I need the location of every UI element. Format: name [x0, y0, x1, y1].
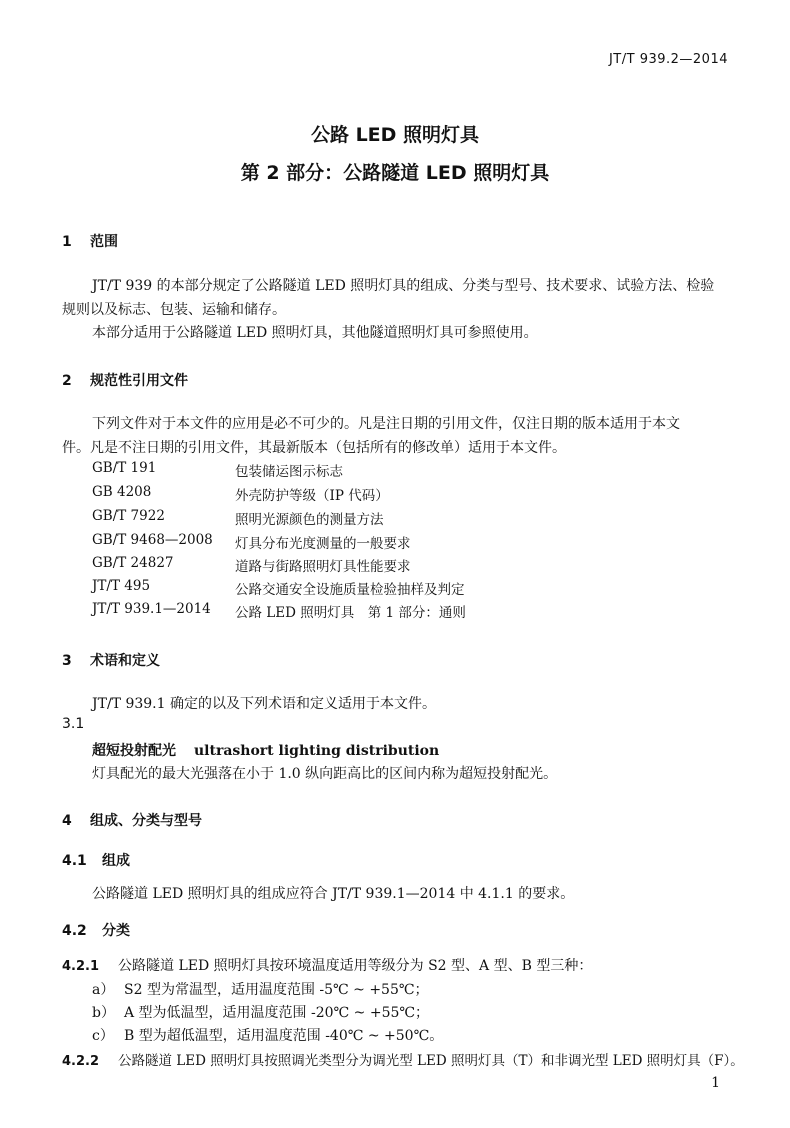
- paragraph: JT/T 939 的本部分规定了公路隧道 LED 照明灯具的组成、分类与型号、技术要求、试验方法、检验: [92, 278, 715, 294]
- paragraph: 下列文件对于本文件的应用是必不可少的。凡是注日期的引用文件，仅注日期的版本适用于本文: [92, 416, 680, 432]
- term-english: ultrashort lighting distribution: [194, 743, 440, 759]
- standard-number: JT/T 939.2—2014: [608, 52, 728, 67]
- list-marker: c）: [92, 1028, 114, 1044]
- clause-number: 4.2.1: [62, 959, 100, 974]
- page-number: 1: [711, 1075, 720, 1091]
- section-title: 范围: [90, 234, 118, 250]
- list-text: A 型为低温型，适用温度范围 -20℃ ~ +55℃；: [124, 1005, 430, 1021]
- reference-title: 公路 LED 照明灯具 第 1 部分：通则: [235, 605, 466, 621]
- section-title: 术语和定义: [90, 653, 160, 669]
- paragraph: JT/T 939.1 确定的以及下列术语和定义适用于本文件。: [92, 696, 436, 712]
- term-chinese: 超短投射配光: [92, 743, 176, 759]
- section-number: 1: [62, 234, 72, 250]
- subsection-number: 4.1: [62, 853, 87, 869]
- section-number: 4: [62, 813, 72, 829]
- subsection-heading-classification: [62, 920, 130, 940]
- reference-code: GB/T 7922: [92, 508, 165, 524]
- section-title: 组成、分类与型号: [90, 813, 202, 829]
- term-heading: [92, 740, 439, 760]
- reference-code: GB/T 191: [92, 460, 157, 476]
- list-text: S2 型为常温型，适用温度范围 -5℃ ~ +55℃；: [124, 982, 429, 998]
- section-heading-scope: [62, 231, 118, 251]
- subsection-title: 分类: [102, 923, 130, 939]
- subsection-number: 4.2: [62, 923, 87, 939]
- term-number: 3.1: [62, 716, 85, 732]
- list-marker: b）: [92, 1005, 115, 1021]
- clause-4-2-1: [62, 955, 592, 975]
- list-item: [92, 1025, 443, 1045]
- clause-number: 4.2.2: [62, 1054, 100, 1069]
- reference-code: JT/T 939.1—2014: [92, 601, 211, 617]
- reference-title: 外壳防护等级（IP 代码）: [235, 488, 389, 504]
- paragraph: 件。凡是不注日期的引用文件，其最新版本（包括所有的修改单）适用于本文件。: [62, 440, 566, 456]
- section-number: 3: [62, 653, 72, 669]
- clause-text: 公路隧道 LED 照明灯具按照调光类型分为调光型 LED 照明灯具（T）和非调光型 LED 照明灯具（F）。: [118, 1053, 744, 1069]
- list-text: B 型为超低温型，适用温度范围 -40℃ ~ +50℃。: [124, 1028, 444, 1044]
- subsection-heading-composition: [62, 850, 130, 870]
- list-marker: a）: [92, 982, 115, 998]
- paragraph: 本部分适用于公路隧道 LED 照明灯具，其他隧道照明灯具可参照使用。: [92, 325, 538, 341]
- paragraph: 公路隧道 LED 照明灯具的组成应符合 JT/T 939.1—2014 中 4.1.1 的要求。: [92, 886, 575, 902]
- section-heading-normative-references: [62, 370, 188, 390]
- clause-4-2-2: [62, 1049, 744, 1069]
- reference-code: JT/T 495: [92, 578, 151, 594]
- reference-code: GB 4208: [92, 484, 152, 500]
- reference-title: 灯具分布光度测量的一般要求: [235, 536, 411, 552]
- reference-title: 照明光源颜色的测量方法: [235, 512, 384, 528]
- list-item: [92, 1002, 429, 1022]
- reference-code: GB/T 24827: [92, 555, 174, 571]
- list-item: [92, 979, 429, 999]
- subsection-title: 组成: [102, 853, 130, 869]
- reference-title: 道路与街路照明灯具性能要求: [235, 559, 411, 575]
- term-definition: 灯具配光的最大光强落在小于 1.0 纵向距高比的区间内称为超短投射配光。: [92, 766, 558, 782]
- paragraph: 规则以及标志、包装、运输和储存。: [62, 302, 286, 318]
- reference-title: 公路交通安全设施质量检验抽样及判定: [235, 582, 465, 598]
- section-heading-terms: [62, 650, 160, 670]
- section-title: 规范性引用文件: [90, 373, 188, 389]
- document-subtitle: 第 2 部分：公路隧道 LED 照明灯具: [240, 162, 550, 184]
- clause-text: 公路隧道 LED 照明灯具按环境温度适用等级分为 S2 型、A 型、B 型三种：: [118, 958, 593, 974]
- reference-code: GB/T 9468—2008: [92, 532, 213, 548]
- document-title: 公路 LED 照明灯具: [310, 124, 480, 146]
- reference-title: 包装储运图示标志: [235, 464, 343, 480]
- section-number: 2: [62, 373, 72, 389]
- section-heading-composition: [62, 810, 202, 830]
